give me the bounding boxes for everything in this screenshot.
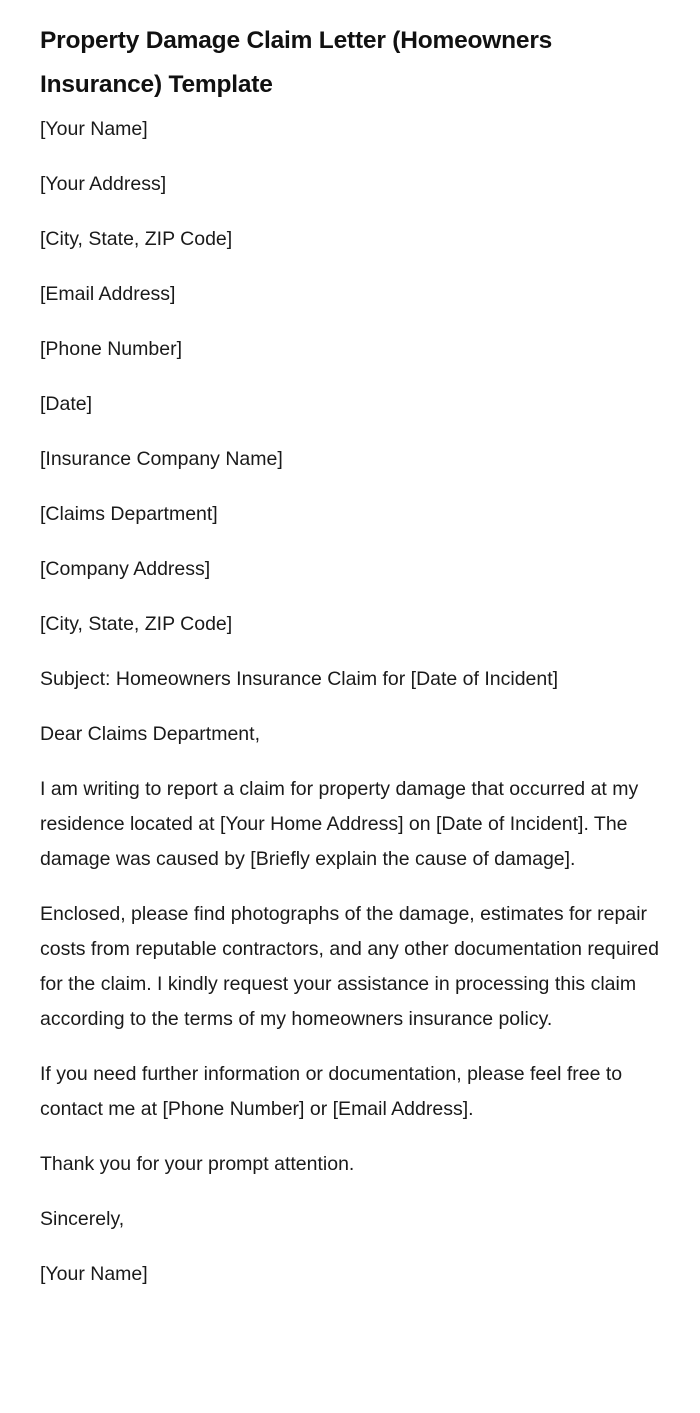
recipient-address: [Company Address]: [40, 558, 211, 580]
letter-closing: Sincerely,: [40, 1208, 125, 1230]
sender-city-state-zip: [City, State, ZIP Code]: [40, 228, 233, 250]
body-paragraph-4: Thank you for your prompt attention.: [40, 1153, 355, 1175]
recipient-city-state-zip: [City, State, ZIP Code]: [40, 613, 233, 635]
body-paragraph-3: If you need further information or documentation, please feel free to contact me at [Phone Number] or [Email Address].: [40, 1063, 623, 1120]
sender-phone: [Phone Number]: [40, 338, 182, 360]
sender-address: [Your Address]: [40, 173, 167, 195]
sender-email: [Email Address]: [40, 283, 176, 305]
document-title: Property Damage Claim Letter (Homeowners Insurance) Template: [40, 27, 553, 98]
recipient-company: [Insurance Company Name]: [40, 448, 283, 470]
letter-body: [40, 112, 660, 1292]
body-paragraph-1: I am writing to report a claim for property damage that occurred at my residence located at [Your Home Address] on [Date of Incident]. The damage was caused by [Briefly explain the cause of damage].: [40, 778, 639, 870]
letter-salutation: Dear Claims Department,: [40, 723, 260, 745]
letter-subject: Subject: Homeowners Insurance Claim for [Date of Incident]: [40, 668, 559, 690]
recipient-department: [Claims Department]: [40, 503, 218, 525]
signature-name: [Your Name]: [40, 1263, 148, 1285]
body-paragraph-2: Enclosed, please find photographs of the damage, estimates for repair costs from reputable contractors, and any other documentation required for the claim. I kindly request your assistance in processing this claim according to the terms of my homeowners insurance policy.: [40, 903, 659, 1030]
letter-date: [Date]: [40, 393, 93, 415]
sender-name: [Your Name]: [40, 118, 148, 140]
